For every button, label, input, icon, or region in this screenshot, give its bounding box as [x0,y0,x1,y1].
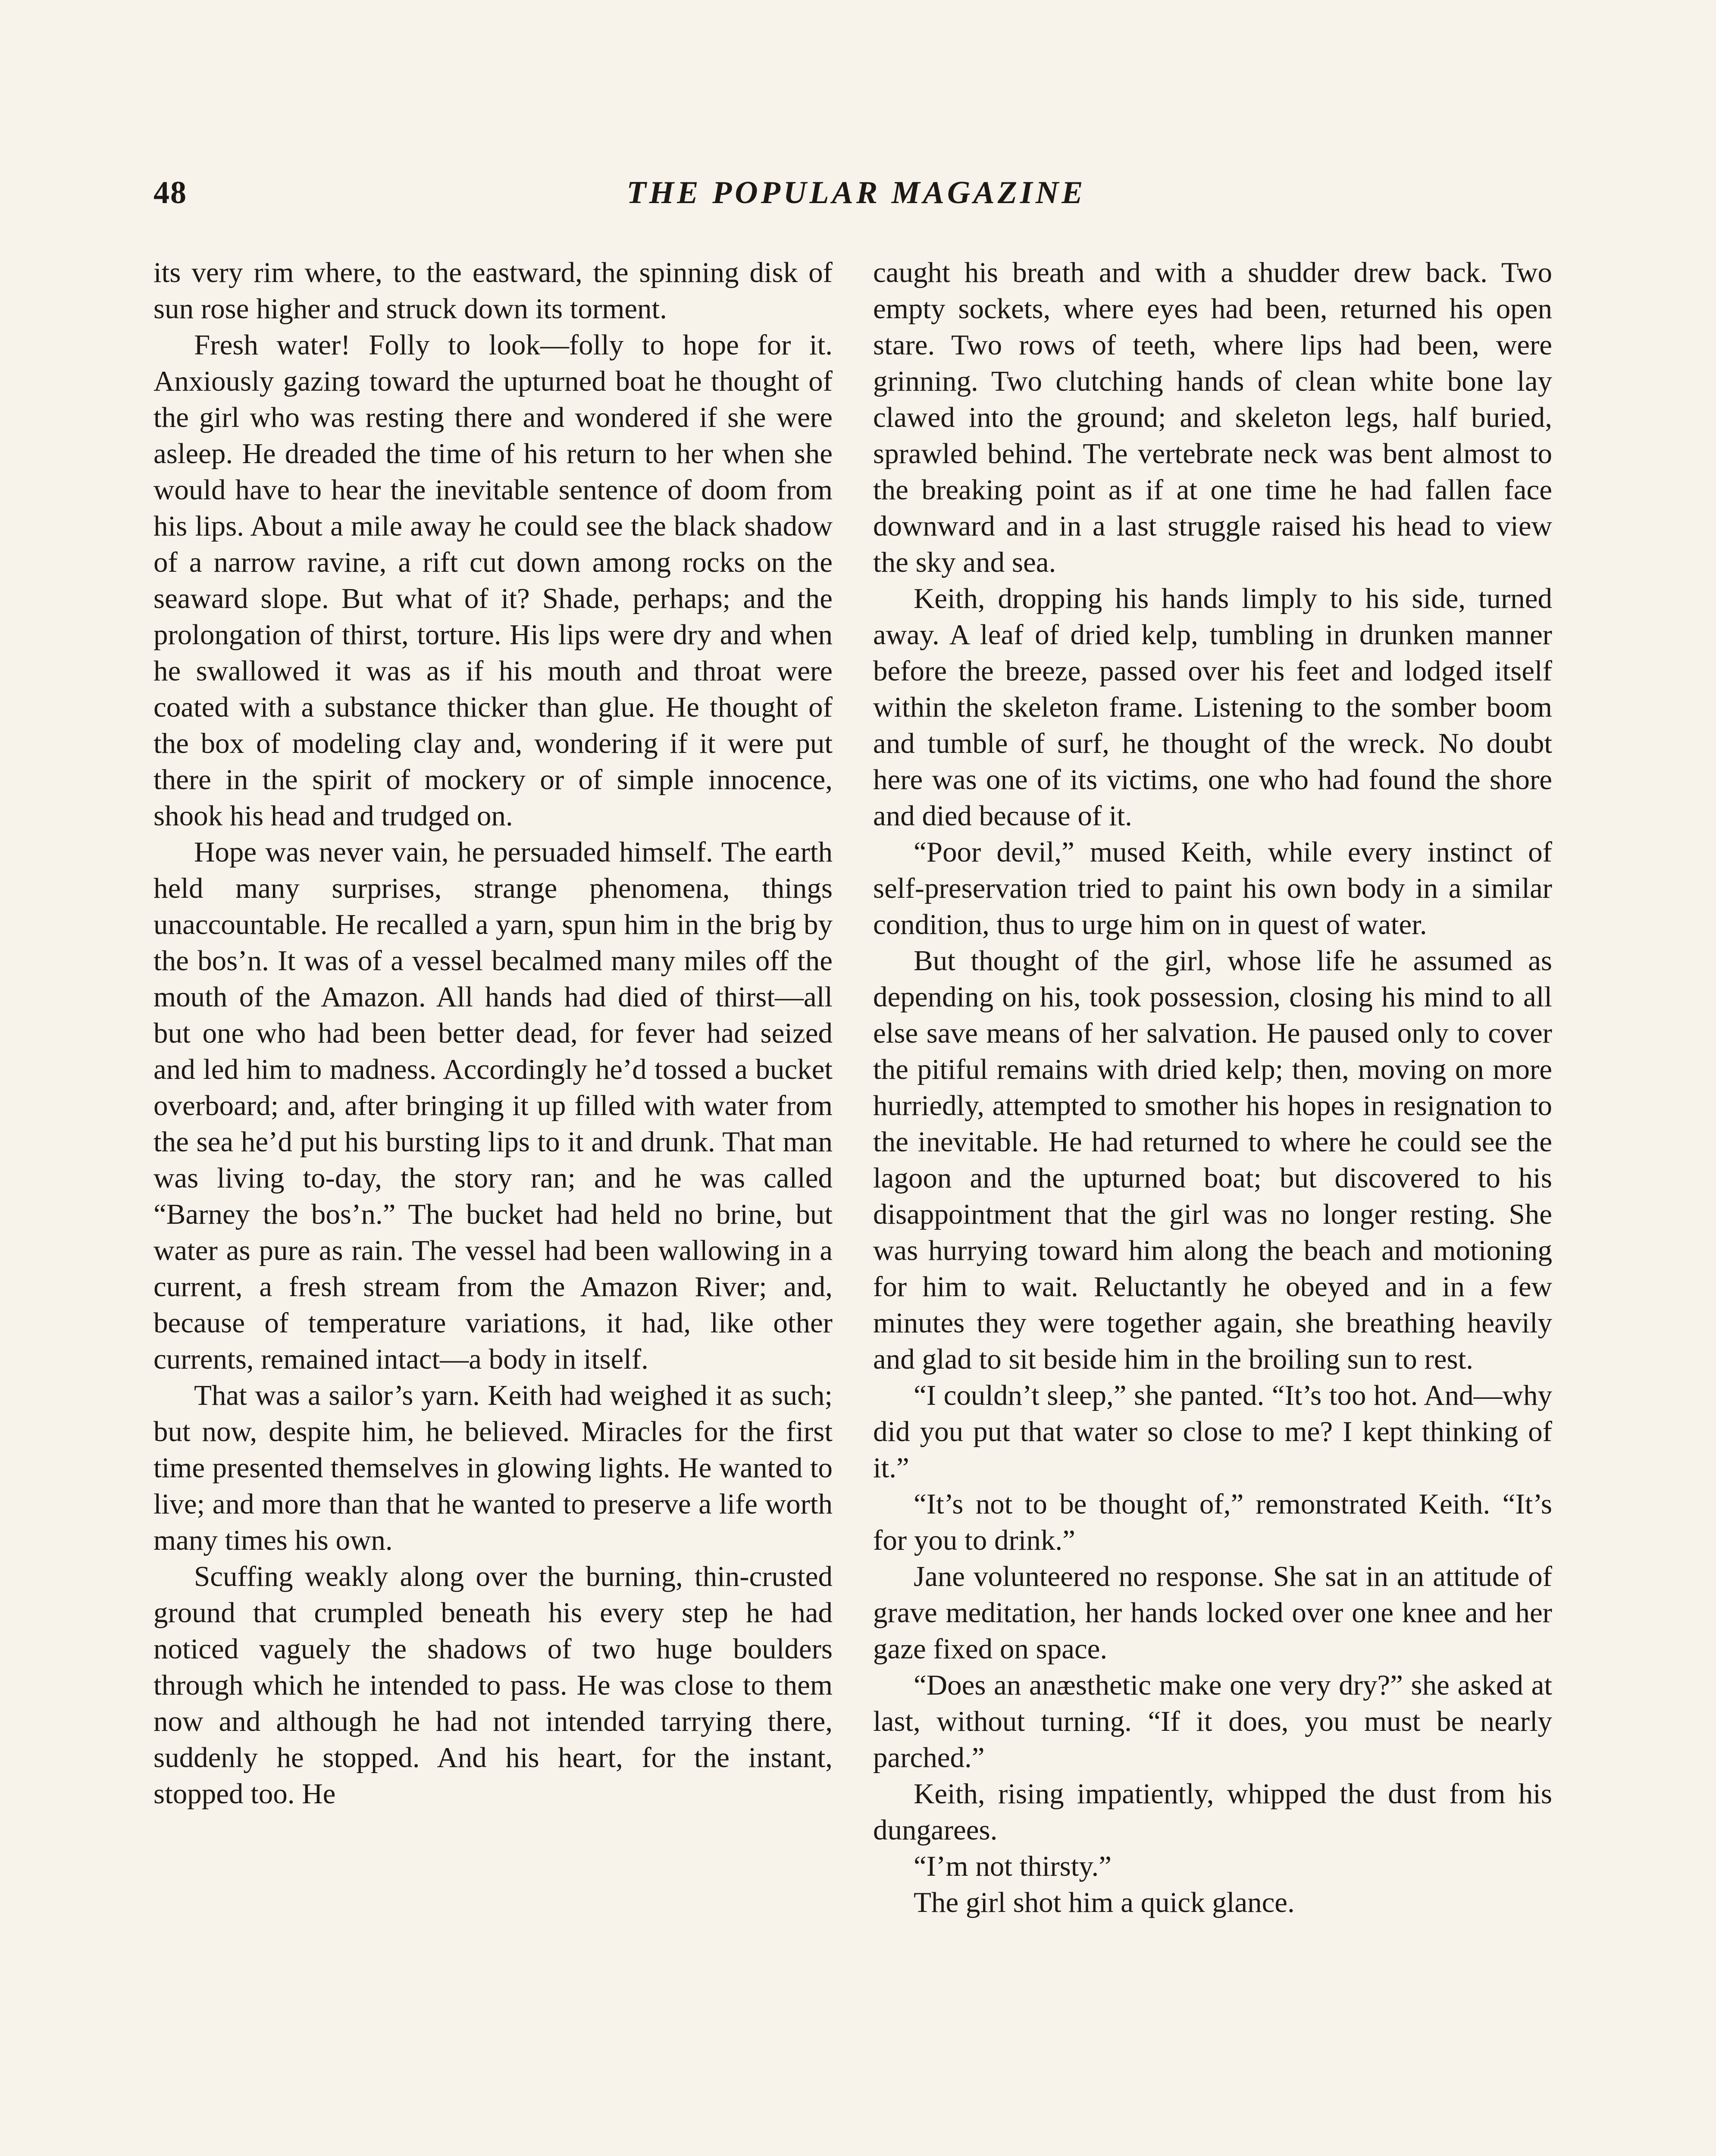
paragraph: That was a sailor’s yarn. Keith had weighed it as such; but now, despite him, he believed. Miracles for the first time presented themselves in glowing lights. He wanted to live; and more than that he wanted to preserve a life worth many times his own. [153,1379,833,1556]
page-number: 48 [153,175,187,210]
paragraph: “I couldn’t sleep,” she panted. “It’s too hot. And—why did you put that water so close to me? I kept thinking of it.” [873,1379,1552,1484]
running-title: THE POPULAR MAGAZINE [626,175,1086,210]
paragraph: its very rim where, to the eastward, the spinning disk of sun rose higher and struck down its torment. [153,257,833,325]
paragraph: “It’s not to be thought of,” remonstrated Keith. “It’s for you to drink.” [873,1488,1552,1556]
paragraph: Fresh water! Folly to look—folly to hope for it. Anxiously gazing toward the upturned boat he thought of the girl who was resting there and wondered if she were asleep. He dreaded the time of his return to her when she would have to hear the inevitable sentence of doom from his lips. About a mile away he could see the black shadow of a narrow ravine, a rift cut down among rocks on the seaward slope. But what of it? Shade, perhaps; and the prolongation of thirst, torture. His lips were dry and when he swallowed it was as if his mouth and throat were coated with a substance thicker than glue. He thought of the box of modeling clay and, wondering if it were put there in the spirit of mockery or of simple innocence, shook his head and trudged on. [153,329,833,832]
page-header [153,170,1559,222]
paragraph: Scuffing weakly along over the burning, thin-crusted ground that crumpled beneath his every step he had noticed vaguely the shadows of two huge boulders through which he intended to pass. He was close to them now and although he had not intended tarrying there, suddenly he stopped. And his heart, for the instant, stopped too. He [153,1561,833,1810]
paragraph: Keith, rising impatiently, whipped the dust from his dungarees. [873,1778,1552,1846]
paragraph: Hope was never vain, he persuaded himself. The earth held many surprises, strange phenomena, things unaccountable. He recalled a yarn, spun him in the brig by the bos’n. It was of a vessel becalmed many miles off the mouth of the Amazon. All hands had died of thirst—all but one who had been better dead, for fever had seized and led him to madness. Accordingly he’d tossed a bucket overboard; and, after bringing it up filled with water from the sea he’d put his bursting lips to it and drunk. That man was living to-day, the story ran; and he was called “Barney the bos’n.” The bucket had held no brine, but water as pure as rain. The vessel had been wallowing in a current, a fresh stream from the Amazon River; and, because of temperature variations, it had, like other currents, remained intact—a body in itself. [153,836,833,1375]
left-column [153,254,833,1812]
paragraph: caught his breath and with a shudder drew back. Two empty sockets, where eyes had been, returned his open stare. Two rows of teeth, where lips had been, were grinning. Two clutching hands of clean white bone lay clawed into the ground; and skeleton legs, half buried, sprawled behind. The vertebrate neck was bent almost to the breaking point as if at one time he had fallen face downward and in a last struggle raised his head to view the sky and sea. [873,257,1552,578]
paragraph: “I’m not thirsty.” [914,1850,1112,1882]
paragraph: “Poor devil,” mused Keith, while every instinct of self-preservation tried to paint his own body in a similar condition, thus to urge him on in quest of water. [873,836,1552,940]
paragraph: Jane volunteered no response. She sat in an attitude of grave meditation, her hands locked over one knee and her gaze fixed on space. [873,1561,1552,1665]
paragraph: But thought of the girl, whose life he assumed as depending on his, took possession, closing his mind to all else save means of her salvation. He paused only to cover the pitiful remains with dried kelp; then, moving on more hurriedly, attempted to smother his hopes in resignation to the inevitable. He had returned to where he could see the lagoon and the upturned boat; but discovered to his disappointment that the girl was no longer resting. She was hurrying toward him along the beach and motioning for him to wait. Reluctantly he obeyed and in a few minutes they were together again, she breathing heavily and glad to sit beside him in the broiling sun to rest. [873,945,1552,1375]
paragraph: “Does an anæsthetic make one very dry?” she asked at last, without turning. “If it does, you must be nearly parched.” [873,1669,1552,1774]
paragraph: The girl shot him a quick glance. [914,1887,1295,1918]
paragraph: Keith, dropping his hands limply to his side, turned away. A leaf of dried kelp, tumbling in drunken manner before the breeze, passed over his feet and lodged itself within the skeleton frame. Listening to the somber boom and tumble of surf, he thought of the wreck. No doubt here was one of its victims, one who had found the shore and died because of it. [873,583,1552,832]
right-column [873,254,1552,1921]
